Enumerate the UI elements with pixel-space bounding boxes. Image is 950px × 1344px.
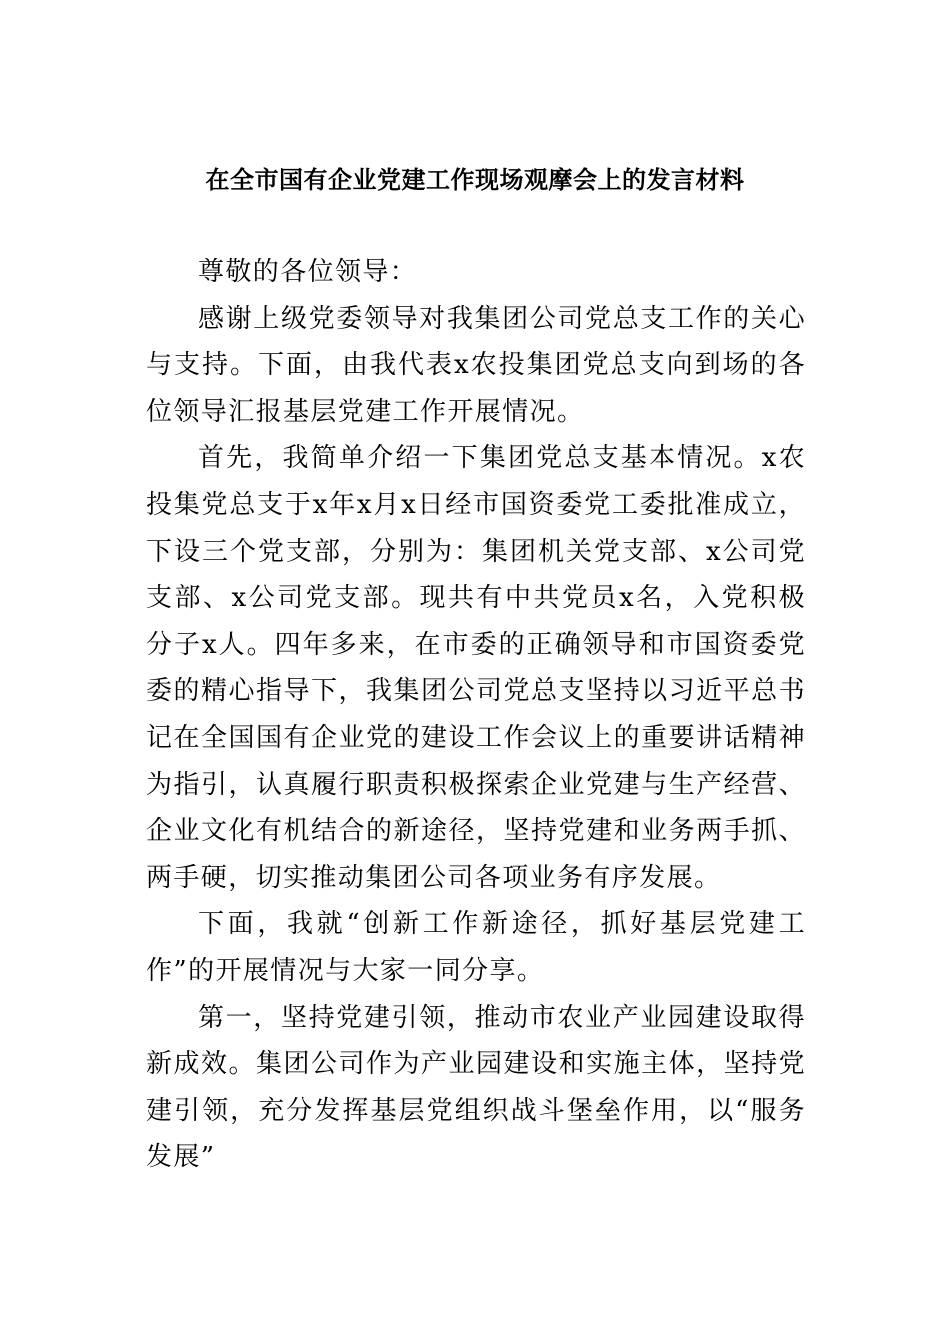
document-title: 在全市国有企业党建工作现场观摩会上的发言材料: [205, 165, 745, 194]
paragraph-thanks: 感谢上级党委领导对我集团公司党总支工作的关心与支持。下面，由我代表x农投集团党总支向到场的各位领导汇报基层党建工作开展情况。: [146, 303, 806, 427]
paragraph-introduction: 首先，我简单介绍一下集团党总支基本情况。x农投集党总支于x年x月x日经市国资委党工委批准成立，下设三个党支部，分别为：集团机关党支部、x公司党支部、x公司党支部。现共有中共党员x名，入党积极分子x人。四年多来，在市委的正确领导和市国资委党委的精心指导下，我集团公司党总支坚持以习近平总书记在全国国有企业党的建设工作会议上的重要讲话精神为指引，认真履行职责积极探索企业党建与生产经营、企业文化有机结合的新途径，坚持党建和业务两手抓、两手硬，切实推动集团公司各项业务有序发展。: [146, 443, 806, 893]
document-body: [146, 249, 806, 1181]
salutation: 尊敬的各位领导：: [198, 257, 418, 287]
paragraph-first-point: 第一，坚持党建引领，推动市农业产业园建设取得新成效。集团公司作为产业园建设和实施主体，坚持党建引领，充分发挥基层党组织战斗堡垒作用，以“服务发展”: [146, 1002, 806, 1173]
paragraph-sharing: 下面，我就“创新工作新途径，抓好基层党建工作”的开展情况与大家一同分享。: [146, 909, 806, 986]
